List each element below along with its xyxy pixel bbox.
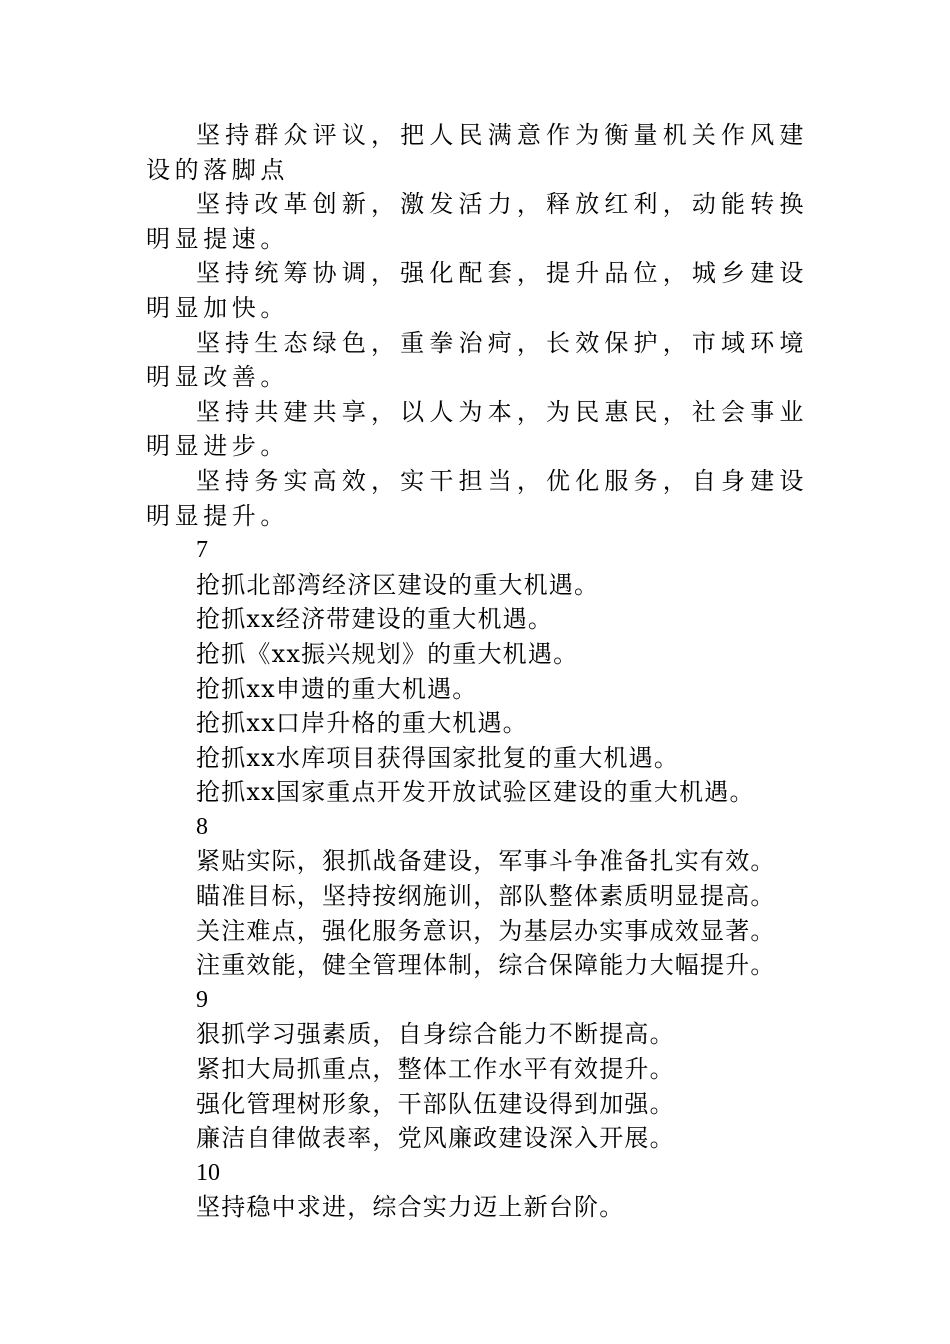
list-item-7-6: 抢抓xx水库项目获得国家批复的重大机遇。 [196, 743, 680, 772]
section-number-7: 7 [196, 537, 208, 564]
paragraph-6-5: 坚持共建共享，以人为本，为民惠民，社会事业明显进步。 [146, 397, 808, 461]
list-item-9-4: 廉洁自律做表率，党风廉政建设深入开展。 [196, 1124, 675, 1153]
list-item-7-5: 抢抓xx口岸升格的重大机遇。 [196, 709, 528, 738]
list-item-9-2: 紧扣大局抓重点，整体工作水平有效提升。 [196, 1055, 675, 1084]
list-item-7-7: 抢抓xx国家重点开发开放试验区建设的重大机遇。 [196, 778, 755, 807]
list-item-8-2: 瞄准目标，坚持按纲施训，部队整体素质明显提高。 [196, 882, 776, 911]
section-number-10: 10 [196, 1159, 220, 1186]
section-number-9: 9 [196, 986, 208, 1013]
paragraph-6-2: 坚持改革创新，激发活力，释放红利，动能转换明显提速。 [146, 190, 808, 253]
list-item-9-1: 狠抓学习强素质，自身综合能力不断提高。 [196, 1020, 675, 1049]
list-item-9-3: 强化管理树形象，干部队伍建设得到加强。 [196, 1089, 675, 1118]
list-item-10-1: 坚持稳中求进，综合实力迈上新台阶。 [196, 1193, 625, 1222]
paragraph-6-3: 坚持统筹协调，强化配套，提升品位，城乡建设明显加快。 [146, 259, 808, 322]
list-item-8-1: 紧贴实际，狠抓战备建设，军事斗争准备扎实有效。 [196, 847, 776, 876]
list-item-7-1: 抢抓北部湾经济区建设的重大机遇。 [196, 570, 600, 599]
paragraph-6-1: 坚持群众评议，把人民满意作为衡量机关作风建设的落脚点 [146, 121, 808, 184]
section-number-8: 8 [196, 813, 208, 840]
document-body [146, 118, 808, 1225]
paragraph-6-6: 坚持务实高效，实干担当，优化服务，自身建设明显提升。 [146, 466, 808, 530]
list-item-8-3: 关注难点，强化服务意识，为基层办实事成效显著。 [196, 916, 776, 945]
list-item-7-3: 抢抓《xx振兴规划》的重大机遇。 [196, 639, 579, 668]
paragraph-6-4: 坚持生态绿色，重拳治疴，长效保护，市域环境明显改善。 [146, 328, 808, 392]
list-item-7-4: 抢抓xx申遗的重大机遇。 [196, 674, 478, 703]
list-item-8-4: 注重效能，健全管理体制，综合保障能力大幅提升。 [196, 951, 776, 980]
list-item-7-2: 抢抓xx经济带建设的重大机遇。 [196, 605, 554, 634]
